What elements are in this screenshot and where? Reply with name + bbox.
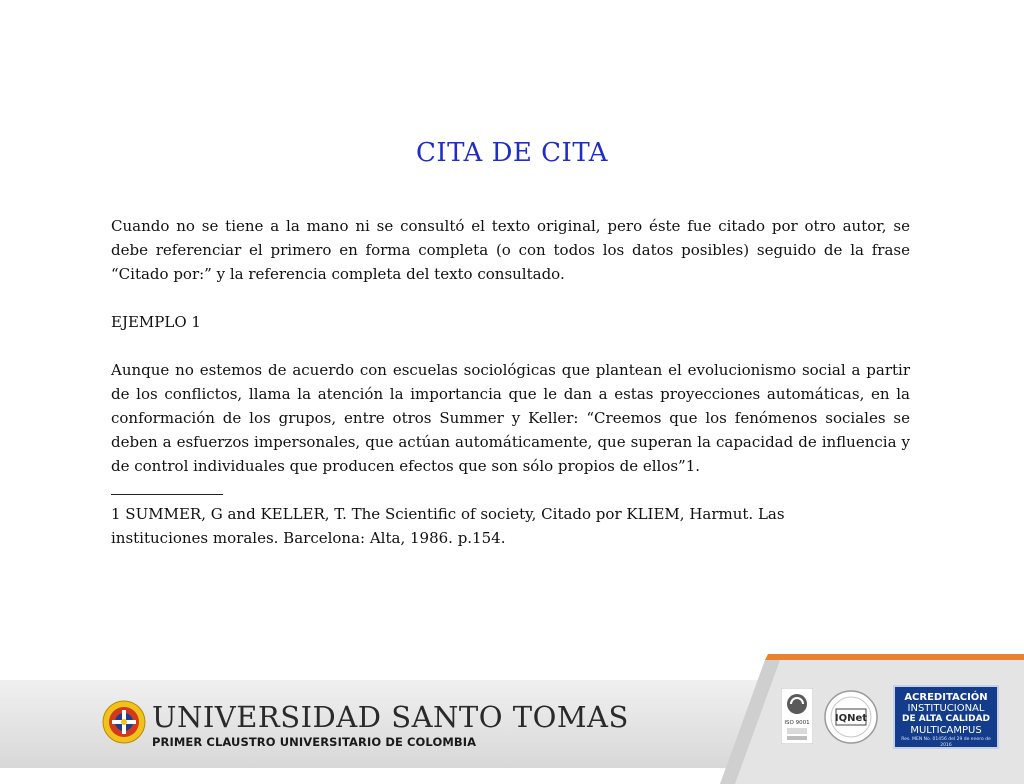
example-label: EJEMPLO 1: [111, 313, 201, 331]
example-paragraph: Aunque no estemos de acuerdo con escuelas sociológicas que plantean el evolucionismo social a partir de los conflictos, llama la atención la importancia que le dan a estas proyecciones automáticas, en la conformación de los grupos, entre otros Summer y Keller: “Creemos que los fenómenos sociales se deben a esfuerzos impersonales, que actúan automáticamente, que superan la capacidad de influencia y de control individuales que producen efectos que son sólo propios de ellos”1.: [111, 361, 910, 475]
university-name: UNIVERSIDAD SANTO TOMAS: [152, 700, 629, 734]
iqnet-certification-logo: [823, 689, 879, 745]
footnote: 1 SUMMER, G and KELLER, T. The Scientific of society, Citado por KLIEM, Harmut. Las instituciones morales. Barcelona: Alta, 1986. p.154.: [111, 505, 785, 547]
iqnet-label: IQNet: [834, 713, 868, 724]
university-seal-logo: [102, 698, 146, 746]
accreditation-line-1: ACREDITACIÓN: [904, 692, 988, 703]
iso-certification-logo: [781, 688, 813, 744]
intro-paragraph: Cuando no se tiene a la mano ni se consultó el texto original, pero éste fue citado por otro autor, se debe referenciar el primero en forma completa (o con todos los datos posibles) seguido de la frase “Citado por:” y la referencia completa del texto consultado.: [111, 217, 910, 283]
accreditation-note: Res. MEN No. 01456 del 29 de enero de 2016: [901, 737, 991, 748]
slide-title: CITA DE CITA: [415, 138, 609, 168]
accreditation-line-3: DE ALTA CALIDAD: [901, 714, 991, 724]
accreditation-line-4: MULTICAMPUS: [910, 725, 982, 736]
iso-label: ISO 9001: [784, 720, 810, 726]
university-tagline: PRIMER CLAUSTRO UNIVERSITARIO DE COLOMBIA: [152, 735, 477, 749]
accreditation-badge: [893, 685, 999, 749]
accreditation-line-2: INSTITUCIONAL: [907, 703, 985, 714]
footnote-separator: [111, 494, 223, 495]
